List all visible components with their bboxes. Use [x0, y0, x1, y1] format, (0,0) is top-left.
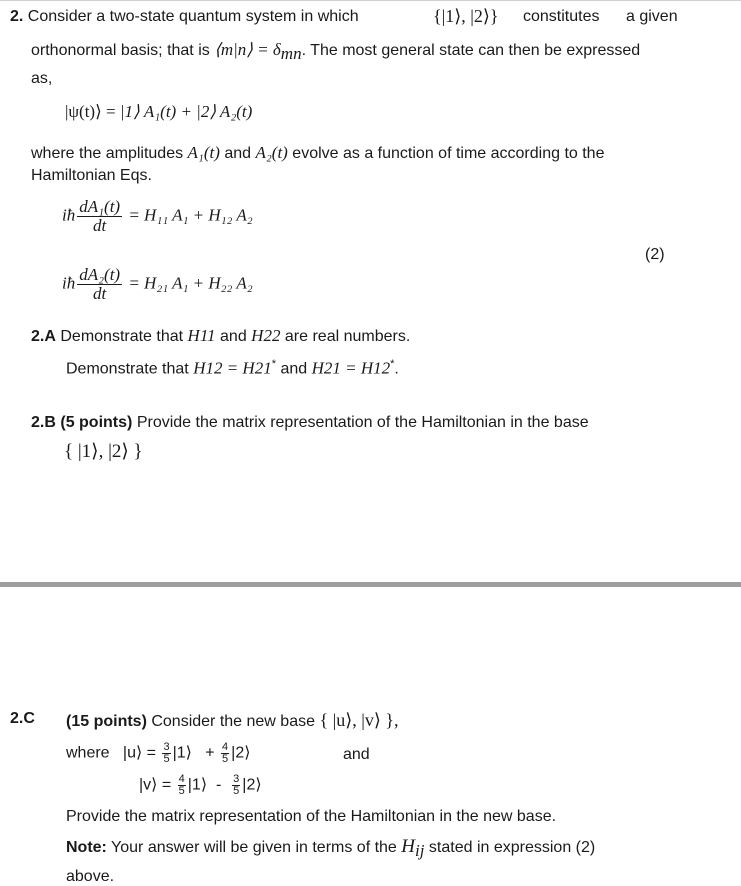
- eq2-prefix: iħ: [62, 273, 76, 293]
- intro-line2-b: . The most general state can then be expressed: [301, 42, 641, 59]
- amplitudes-line-1: [31, 143, 604, 163]
- eq1-rhs: = H₁₁ A₁ + H₁₂ A₂: [128, 205, 253, 225]
- u-coef-2-den: 5: [222, 753, 229, 765]
- intro-line2-a: orthonormal basis; that is: [31, 42, 210, 59]
- intro-text-b: constitutes: [523, 8, 600, 25]
- v-coef-1-num: 4: [178, 773, 185, 785]
- amplitude-2: A₂(t): [255, 143, 288, 162]
- eq1-fraction: [77, 198, 122, 235]
- u-coef-1-num: 3: [163, 741, 170, 753]
- eq2-rhs: = H₂₁ A₁ + H₂₂ A₂: [128, 273, 253, 293]
- intro-line-3: as,: [31, 70, 53, 87]
- u-ket-2: |2⟩: [231, 744, 251, 762]
- relation-1-conj: *: [271, 358, 276, 370]
- u-coef-1: [162, 742, 170, 765]
- problem-number: 2.: [10, 8, 24, 25]
- and-text: and: [343, 746, 370, 763]
- v-minus: -: [215, 776, 222, 794]
- v-ket-1: |1⟩: [187, 776, 208, 794]
- note-text-c: above.: [66, 868, 115, 885]
- amplitudes-line-2: Hamiltonian Eqs.: [31, 167, 152, 184]
- amplitude-1: A₁(t): [187, 143, 220, 162]
- basis-set: {|1⟩, |2⟩}: [433, 6, 499, 26]
- note-text-b: stated in expression (2): [428, 839, 596, 856]
- part-a-line-2: [66, 358, 399, 378]
- eq2-numerator: dA₂(t): [79, 265, 121, 284]
- v-coef-1: [178, 774, 186, 797]
- part-b-line-1: [31, 414, 589, 432]
- eq1-denominator: dt: [93, 216, 107, 235]
- u-ket-1: |1⟩: [172, 744, 192, 762]
- amplitudes-a: where the amplitudes: [31, 145, 184, 162]
- intro-text-c: a given: [626, 8, 678, 25]
- u-plus: +: [205, 744, 215, 762]
- relation-1: H12 = H21: [193, 358, 272, 378]
- part-c-line-1: [66, 710, 398, 731]
- part-a-label: 2.A: [31, 328, 56, 345]
- eq2-denominator: dt: [93, 284, 107, 303]
- part-a-text-b: are real numbers.: [284, 328, 411, 345]
- where-text: where: [66, 744, 110, 762]
- intro-line-2: [31, 40, 640, 64]
- relation-2-end: .: [394, 360, 399, 378]
- note-label: Note:: [66, 839, 107, 856]
- u-coef-2-num: 4: [222, 741, 229, 753]
- state-eq-lhs: |ψ(t)⟩ =: [65, 102, 120, 121]
- note-h-sub: ij: [415, 841, 425, 861]
- amplitudes-and: and: [224, 145, 252, 162]
- v-ket-2: |2⟩: [242, 776, 262, 794]
- v-coef-1-den: 5: [178, 785, 185, 797]
- part-c-note: [66, 836, 595, 861]
- ortho-sub: mn: [280, 44, 302, 64]
- part-c-provide: Provide the matrix representation of the Hamiltonian in the new base.: [66, 808, 557, 825]
- v-definition: [139, 774, 262, 797]
- u-lhs: |u⟩ =: [122, 744, 157, 762]
- top-border: [0, 0, 741, 1]
- part-b-basis: { |1⟩, |2⟩ }: [64, 441, 143, 462]
- ortho-expr: ⟨m|n⟩ = δ: [214, 40, 281, 59]
- v-lhs: |v⟩ =: [139, 776, 172, 794]
- section-divider: [0, 582, 741, 587]
- part-b-text: Provide the matrix representation of the Hamiltonian in the base: [136, 414, 589, 431]
- part-c-basis: { |u⟩, |v⟩ },: [319, 710, 399, 730]
- eq1-numerator: dA₁(t): [79, 197, 121, 216]
- intro-line-1: [10, 8, 359, 26]
- note-h-symbol: H: [401, 836, 416, 857]
- part-a-line2-a: Demonstrate that: [66, 360, 189, 378]
- note-text-a: Your answer will be given in terms of the: [111, 839, 397, 856]
- part-c-points: (15 points): [66, 713, 147, 730]
- part-a-text-a: Demonstrate that: [60, 328, 184, 345]
- u-coef-1-den: 5: [163, 753, 170, 765]
- h11-symbol: H11: [187, 326, 216, 345]
- state-equation: [65, 102, 252, 122]
- relation-2-conj: *: [390, 358, 395, 370]
- v-coef-2: [232, 774, 240, 797]
- intro-text-a: Consider a two-state quantum system in which: [27, 8, 359, 25]
- u-coef-2: [221, 742, 229, 765]
- part-b-points: (5 points): [60, 414, 133, 431]
- eq2-fraction: [77, 266, 122, 303]
- equation-label: (2): [645, 246, 665, 263]
- eq1-prefix: iħ: [62, 205, 76, 225]
- part-c-label: 2.C: [10, 710, 35, 727]
- part-c-text: Consider the new base: [151, 713, 315, 730]
- part-a-and: and: [220, 328, 247, 345]
- h22-symbol: H22: [251, 326, 281, 345]
- part-b-label: 2.B: [31, 414, 56, 431]
- hamiltonian-eq-1: [62, 198, 253, 235]
- v-coef-2-num: 3: [233, 773, 240, 785]
- part-a-line2-and: and: [280, 360, 308, 378]
- u-definition: [66, 742, 250, 765]
- relation-2: H21 = H12: [311, 358, 391, 378]
- state-eq-rhs: |1⟩ A₁(t) + |2⟩ A₂(t): [119, 102, 253, 121]
- v-coef-2-den: 5: [233, 785, 240, 797]
- hamiltonian-eq-2: [62, 266, 253, 303]
- part-a-line-1: [31, 326, 410, 346]
- amplitudes-b: evolve as a function of time according to the: [292, 145, 605, 162]
